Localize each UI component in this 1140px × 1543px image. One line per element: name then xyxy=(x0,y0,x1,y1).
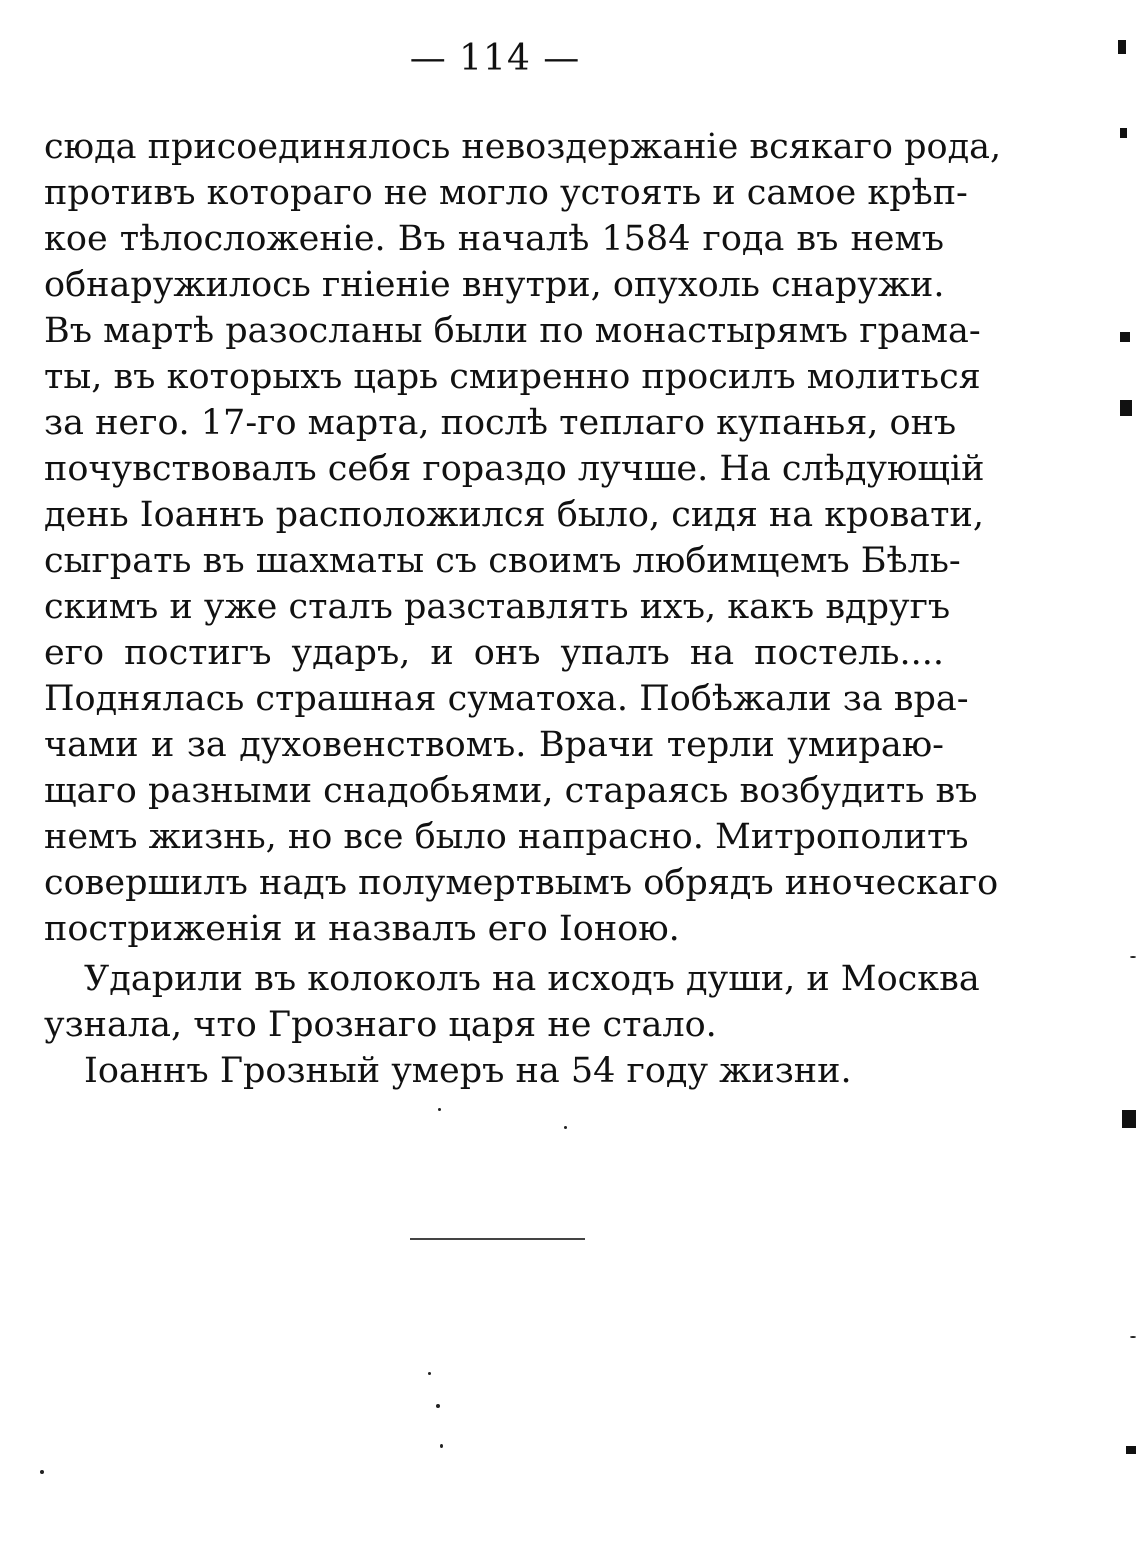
scan-speck xyxy=(40,1470,44,1474)
text-line: Іоаннъ Грозный умеръ на 54 году жизни. xyxy=(84,1051,852,1091)
scan-mark xyxy=(1122,1110,1136,1128)
scan-mark xyxy=(1120,332,1130,342)
scan-speck xyxy=(564,1126,567,1129)
text-line: за него. 17-го марта, послѣ теплаго купанья, онъ xyxy=(44,403,957,443)
body-text xyxy=(44,124,1002,1094)
scan-speck xyxy=(1130,1336,1136,1338)
text-line: узнала, что Грознаго царя не стало. xyxy=(44,1005,717,1045)
text-line: Ударили въ колоколъ на исходъ души, и Москва xyxy=(84,959,980,999)
text-line: скимъ и уже сталъ разставлять ихъ, какъ вдругъ xyxy=(44,587,951,627)
text-line: постриженія и назвалъ его Іоною. xyxy=(44,909,680,949)
text-line: сюда присоединялось невоздержаніе всякаго рода, xyxy=(44,127,1002,167)
text-line: ты, въ которыхъ царь смиренно просилъ молиться xyxy=(44,357,981,397)
text-line: противъ котораго не могло устоять и самое крѣп- xyxy=(44,173,968,213)
page-number: — 114 — xyxy=(409,38,581,79)
text-line: сыграть въ шахматы съ своимъ любимцемъ Бѣль- xyxy=(44,541,961,581)
text-line: щаго разными снадобьями, стараясь возбудить въ xyxy=(44,771,978,811)
text-line: Въ мартѣ разосланы были по монастырямъ грама- xyxy=(44,311,981,351)
scan-speck xyxy=(1130,956,1136,958)
text-line: Поднялась страшная суматоха. Побѣжали за вра- xyxy=(44,679,969,719)
text-line: его постигъ ударъ, и онъ упалъ на постель.... xyxy=(44,633,944,673)
scan-mark xyxy=(1120,400,1132,416)
scan-mark xyxy=(1126,1446,1136,1454)
scan-mark xyxy=(1118,40,1126,54)
scan-speck xyxy=(436,1404,440,1408)
end-rule xyxy=(410,1238,585,1240)
text-line: совершилъ надъ полумертвымъ обрядъ иноческаго xyxy=(44,863,999,903)
scan-speck xyxy=(438,1108,441,1111)
scan-speck xyxy=(440,1444,443,1448)
text-line: чами и за духовенствомъ. Врачи терли умираю- xyxy=(44,725,944,765)
text-line: день Іоаннъ расположился было, сидя на кровати, xyxy=(44,495,984,535)
text-line: обнаружилось гніеніе внутри, опухоль снаружи. xyxy=(44,265,945,305)
text-line: почувствовалъ себя гораздо лучше. На слѣдующій xyxy=(44,449,985,489)
scan-mark xyxy=(1120,128,1127,138)
text-line: немъ жизнь, но все было напрасно. Митрополитъ xyxy=(44,817,969,857)
scan-speck xyxy=(428,1372,431,1375)
text-line: кое тѣлосложеніе. Въ началѣ 1584 года въ немъ xyxy=(44,219,944,259)
